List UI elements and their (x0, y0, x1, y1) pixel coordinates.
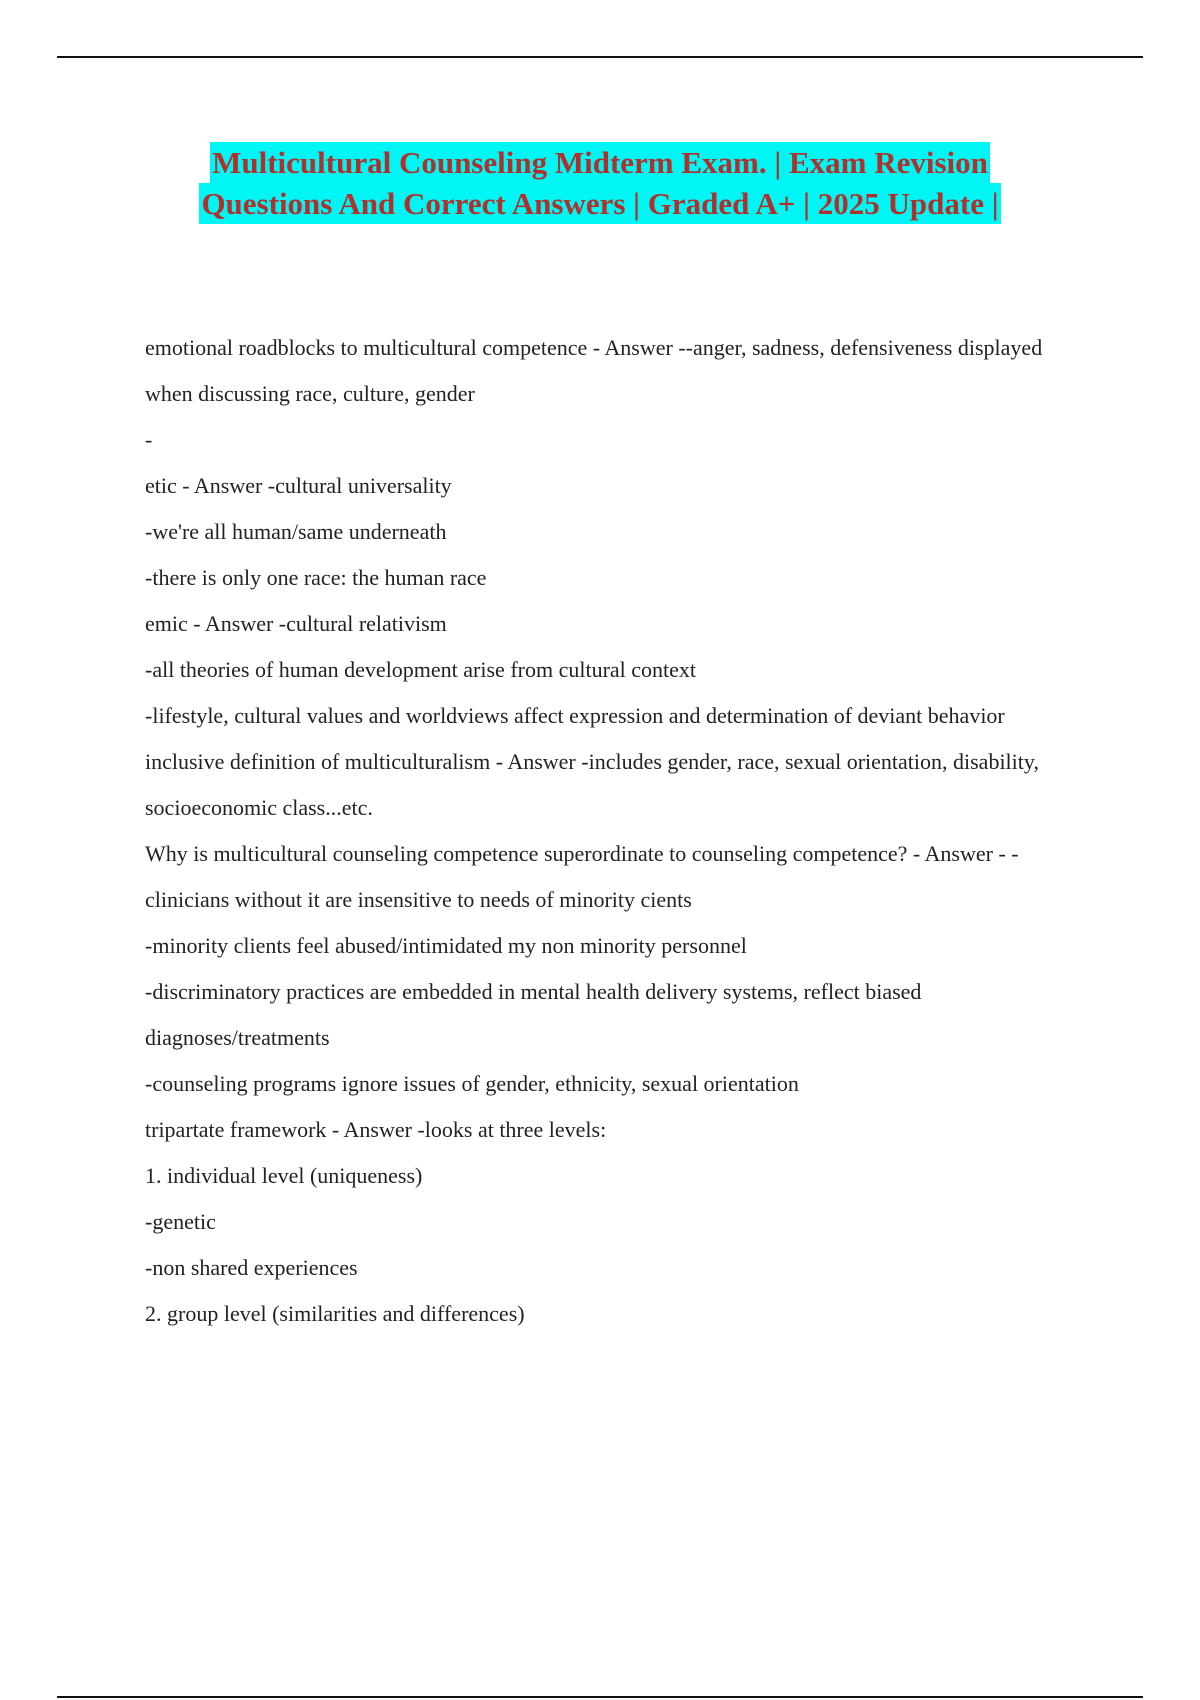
paragraph: diagnoses/treatments (145, 1025, 330, 1050)
paragraph: -genetic (145, 1209, 216, 1234)
paragraph: - (145, 427, 153, 452)
paragraph: emotional roadblocks to multicultural competence - Answer --anger, sadness, defensiveness displayed (145, 335, 1043, 360)
paragraph: -non shared experiences (145, 1255, 358, 1280)
paragraph: etic - Answer -cultural universality (145, 473, 452, 498)
paragraph: Why is multicultural counseling competence superordinate to counseling competence? - Answer - - (145, 841, 1019, 866)
paragraph: socioeconomic class...etc. (145, 795, 373, 820)
top-rule (57, 56, 1143, 58)
paragraph: clinicians without it are insensitive to needs of minority cients (145, 887, 692, 912)
paragraph: tripartate framework - Answer -looks at three levels: (145, 1117, 607, 1142)
document-title (100, 142, 1100, 224)
paragraph: when discussing race, culture, gender (145, 381, 475, 406)
paragraph: 2. group level (similarities and differences) (145, 1301, 525, 1326)
paragraph: -counseling programs ignore issues of gender, ethnicity, sexual orientation (145, 1071, 799, 1096)
title-line-1: Multicultural Counseling Midterm Exam. | Exam Revision (210, 142, 990, 183)
paragraph: -there is only one race: the human race (145, 565, 487, 590)
document-body (145, 333, 1088, 1345)
paragraph: emic - Answer -cultural relativism (145, 611, 447, 636)
paragraph: -discriminatory practices are embedded in mental health delivery systems, reflect biased (145, 979, 922, 1004)
paragraph: -lifestyle, cultural values and worldviews affect expression and determination of deviant behavior (145, 703, 1005, 728)
bottom-rule (57, 1696, 1143, 1698)
paragraph: inclusive definition of multiculturalism - Answer -includes gender, race, sexual orientation, disability, (145, 749, 1039, 774)
paragraph: 1. individual level (uniqueness) (145, 1163, 423, 1188)
paragraph: -all theories of human development arise from cultural context (145, 657, 697, 682)
paragraph: -we're all human/same underneath (145, 519, 447, 544)
paragraph: -minority clients feel abused/intimidated my non minority personnel (145, 933, 747, 958)
title-line-2: Questions And Correct Answers | Graded A+ | 2025 Update | (199, 183, 1000, 224)
